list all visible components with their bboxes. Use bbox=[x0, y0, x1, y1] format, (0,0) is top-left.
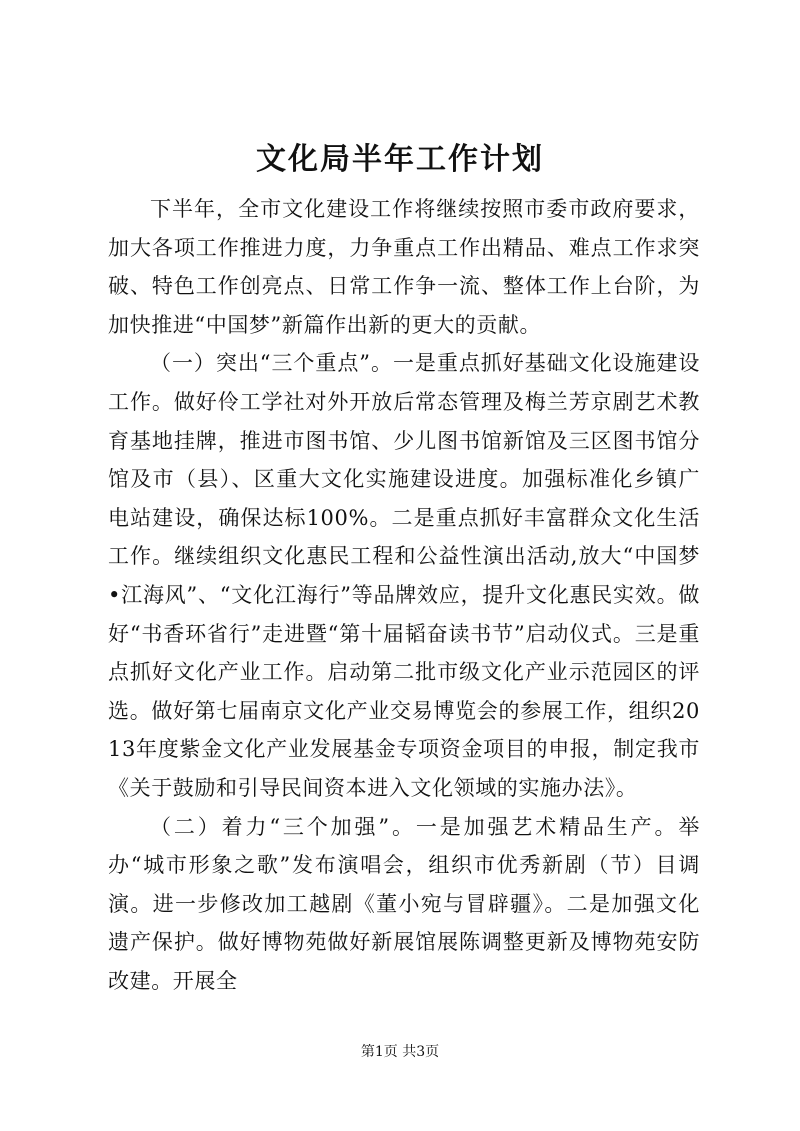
page-number-label: 第1页 共3页 bbox=[360, 1044, 440, 1060]
document-title: 文化局半年工作计划 bbox=[256, 142, 544, 177]
page-footer bbox=[0, 1042, 800, 1062]
paragraph-section-1: （一）突出“三个重点”。一是重点抓好基础文化设施建设工作。做好伶工学社对外开放后常态管理及梅兰芳京剧艺术教育基地挂牌，推进市图书馆、少儿图书馆新馆及三区图书馆分馆及市（县）、区重大文化实施建设进度。加强标准化乡镇广电站建设，确保达标100%。二是重点抓好丰富群众文化生活工作。继续组织文化惠民工程和公益性演出活动,放大“中国梦•江海风”、“文化江海行”等品牌效应，提升文化惠民实效。做好“书香环省行”走进暨“第十届韬奋读书节”启动仪式。三是重点抓好文化产业工作。启动第二批市级文化产业示范园区的评选。做好第七届南京文化产业交易博览会的参展工作，组织2013年度紫金文化产业发展基金专项资金项目的申报，制定我市《关于鼓励和引导民间资本进入文化领域的实施办法》。 bbox=[108, 351, 700, 800]
paragraph-intro: 下半年，全市文化建设工作将继续按照市委市政府要求，加大各项工作推进力度，力争重点工作出精品、难点工作求突破、特色工作创亮点、日常工作争一流、整体工作上台阶，为加快推进“中国梦”新篇作出新的更大的贡献。 bbox=[108, 197, 700, 337]
paragraph-section-2: （二）着力“三个加强”。一是加强艺术精品生产。举办“城市形象之歌”发布演唱会，组织市优秀新剧（节）目调演。进一步修改加工越剧《董小宛与冒辟疆》。二是加强文化遗产保护。做好博物苑做好新展馆展陈调整更新及博物苑安防改建。开展全 bbox=[108, 814, 700, 993]
document-body bbox=[108, 190, 700, 1000]
